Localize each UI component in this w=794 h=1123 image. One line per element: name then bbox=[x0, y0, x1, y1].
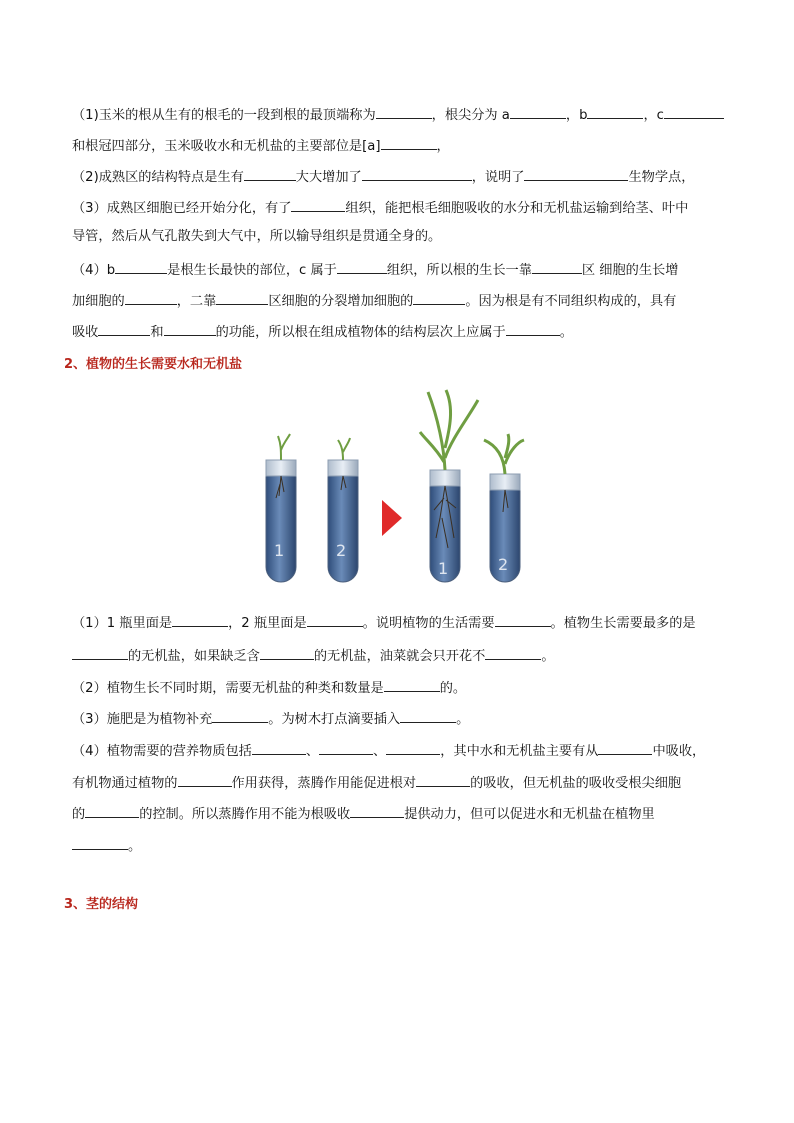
s1-line-8 bbox=[72, 321, 573, 342]
text: 。因为根是有不同组织构成的，具有 bbox=[465, 294, 677, 309]
fill-blank[interactable] bbox=[98, 321, 150, 336]
fill-blank[interactable] bbox=[524, 166, 628, 181]
fill-blank[interactable] bbox=[381, 135, 437, 150]
text: ，说明了 bbox=[471, 170, 525, 185]
text: 的功能，所以根在组成植物体的结构层次上应属于 bbox=[215, 325, 506, 340]
fill-blank[interactable] bbox=[384, 677, 440, 692]
fill-blank[interactable] bbox=[319, 740, 373, 755]
s1-line-2 bbox=[72, 135, 450, 156]
s2-line-6 bbox=[72, 772, 681, 793]
tube-label: 2 bbox=[336, 541, 347, 560]
text: ，b bbox=[565, 108, 588, 123]
text: 的控制。所以蒸腾作用不能为根吸收 bbox=[139, 807, 351, 822]
text: 和根冠四部分，玉米吸收水和无机盐的主要部位是[a] bbox=[72, 139, 381, 154]
s1-line-7 bbox=[72, 290, 676, 311]
text: （1)玉米的根从生有的根毛的一段到根的最顶端称为 bbox=[72, 108, 376, 123]
fill-blank[interactable] bbox=[172, 612, 228, 627]
test-tube-illustration bbox=[258, 388, 530, 588]
text: 组织，能把根毛细胞吸收的水分和无机盐运输到给茎、叶中 bbox=[345, 201, 689, 216]
s2-line-8 bbox=[72, 835, 141, 856]
fill-blank[interactable] bbox=[386, 740, 440, 755]
text: ， bbox=[436, 139, 450, 154]
tube-label: 1 bbox=[274, 541, 285, 560]
text: （3）成熟区细胞已经开始分化，有了 bbox=[72, 201, 292, 216]
s1-line-6 bbox=[72, 259, 678, 280]
s2-line-1 bbox=[72, 612, 696, 633]
fill-blank[interactable] bbox=[85, 803, 139, 818]
fill-blank[interactable] bbox=[416, 772, 470, 787]
text: 吸收 bbox=[72, 325, 99, 340]
text: 中吸收， bbox=[652, 744, 706, 759]
text: 的。 bbox=[439, 681, 467, 696]
text: 是根生长最快的部位，c 属于 bbox=[167, 263, 337, 278]
fill-blank[interactable] bbox=[212, 708, 268, 723]
text: 。 bbox=[456, 712, 470, 727]
fill-blank[interactable] bbox=[216, 290, 268, 305]
tube-label: 1 bbox=[438, 559, 449, 578]
text: 。说明植物的生活需要 bbox=[362, 616, 495, 631]
arrow-right-icon bbox=[382, 500, 402, 536]
fill-blank[interactable] bbox=[587, 104, 643, 119]
text: 区 细胞的生长增 bbox=[581, 263, 679, 278]
text: ，根尖分为 a bbox=[431, 108, 510, 123]
text: 、 bbox=[305, 744, 320, 759]
text: 、 bbox=[373, 744, 387, 759]
fill-blank[interactable] bbox=[307, 612, 363, 627]
s2-line-5 bbox=[72, 740, 705, 761]
text: （2)成熟区的结构特点是生有 bbox=[72, 170, 244, 185]
text: （2）植物生长不同时期，需要无机盐的种类和数量是 bbox=[72, 681, 384, 696]
text: 有机物通过植物的 bbox=[72, 776, 178, 791]
text: 的 bbox=[72, 807, 86, 822]
text: 。 bbox=[128, 839, 142, 854]
text: （1）1 瓶里面是 bbox=[72, 616, 173, 631]
text: ，c bbox=[643, 108, 664, 123]
text: 。植物生长需要最多的是 bbox=[550, 616, 696, 631]
fill-blank[interactable] bbox=[532, 259, 582, 274]
seedling-icon bbox=[278, 434, 290, 460]
fill-blank[interactable] bbox=[485, 645, 541, 660]
text: 的吸收，但无机盐的吸收受根尖细胞 bbox=[470, 776, 682, 791]
s1-line-5 bbox=[72, 228, 441, 246]
text: 加细胞的 bbox=[72, 294, 125, 309]
text: 区细胞的分裂增加细胞的 bbox=[268, 294, 414, 309]
fill-blank[interactable] bbox=[72, 835, 128, 850]
fill-blank[interactable] bbox=[244, 166, 296, 181]
fill-blank[interactable] bbox=[400, 708, 456, 723]
text: 的无机盐，油菜就会只开花不 bbox=[313, 649, 486, 664]
fill-blank[interactable] bbox=[664, 104, 724, 119]
text: 的无机盐，如果缺乏含 bbox=[128, 649, 260, 664]
s2-line-3 bbox=[72, 677, 466, 698]
text: 作用获得，蒸腾作用能促进根对 bbox=[231, 776, 417, 791]
fill-blank[interactable] bbox=[598, 740, 652, 755]
text: 。 bbox=[559, 325, 573, 340]
s2-line-4 bbox=[72, 708, 469, 729]
s1-line-1 bbox=[72, 104, 724, 125]
s2-line-7 bbox=[72, 803, 655, 824]
fill-blank[interactable] bbox=[506, 321, 560, 336]
fill-blank[interactable] bbox=[125, 290, 177, 305]
section-heading-3: 3、茎的结构 bbox=[64, 897, 139, 912]
text: ，2 瓶里面是 bbox=[228, 616, 307, 631]
tube-1-after bbox=[420, 390, 478, 582]
fill-blank[interactable] bbox=[495, 612, 551, 627]
small-plant-icon bbox=[484, 434, 524, 474]
test-tube-experiment-figure bbox=[258, 388, 530, 588]
seedling-icon bbox=[338, 438, 350, 460]
fill-blank[interactable] bbox=[362, 166, 472, 181]
fill-blank[interactable] bbox=[337, 259, 387, 274]
tube-label: 2 bbox=[498, 555, 509, 574]
text: 大大增加了 bbox=[295, 170, 362, 185]
tube-2-before bbox=[328, 438, 358, 582]
grown-plant-icon bbox=[420, 390, 478, 470]
text: 提供动力，但可以促进水和无机盐在植物里 bbox=[404, 807, 655, 822]
text: ，二靠 bbox=[176, 294, 217, 309]
tube-1-before bbox=[266, 434, 296, 582]
s2-line-2 bbox=[72, 645, 555, 666]
s1-line-4 bbox=[72, 197, 688, 218]
fill-blank[interactable] bbox=[178, 772, 232, 787]
text: 生物学点， bbox=[628, 170, 695, 185]
fill-blank[interactable] bbox=[115, 259, 167, 274]
text: 导管，然后从气孔散失到大气中，所以输导组织是贯通全身的。 bbox=[72, 229, 442, 244]
s1-line-3 bbox=[72, 166, 694, 187]
text: 。为树木打点滴要插入 bbox=[268, 712, 401, 727]
fill-blank[interactable] bbox=[376, 104, 432, 119]
fill-blank[interactable] bbox=[164, 321, 216, 336]
text: 和 bbox=[150, 325, 164, 340]
fill-blank[interactable] bbox=[252, 740, 306, 755]
fill-blank[interactable] bbox=[510, 104, 566, 119]
fill-blank[interactable] bbox=[413, 290, 465, 305]
text: 组织，所以根的生长一靠 bbox=[386, 263, 532, 278]
text: （4）植物需要的营养物质包括 bbox=[72, 744, 252, 759]
section-heading-2: 2、植物的生长需要水和无机盐 bbox=[64, 357, 243, 372]
text: ，其中水和无机盐主要有从 bbox=[440, 744, 599, 759]
fill-blank[interactable] bbox=[260, 645, 314, 660]
fill-blank[interactable] bbox=[72, 645, 128, 660]
text: 。 bbox=[541, 649, 555, 664]
text: （4）b bbox=[72, 263, 116, 278]
fill-blank[interactable] bbox=[350, 803, 404, 818]
tube-2-after bbox=[484, 434, 524, 582]
fill-blank[interactable] bbox=[291, 197, 345, 212]
text: （3）施肥是为植物补充 bbox=[72, 712, 213, 727]
